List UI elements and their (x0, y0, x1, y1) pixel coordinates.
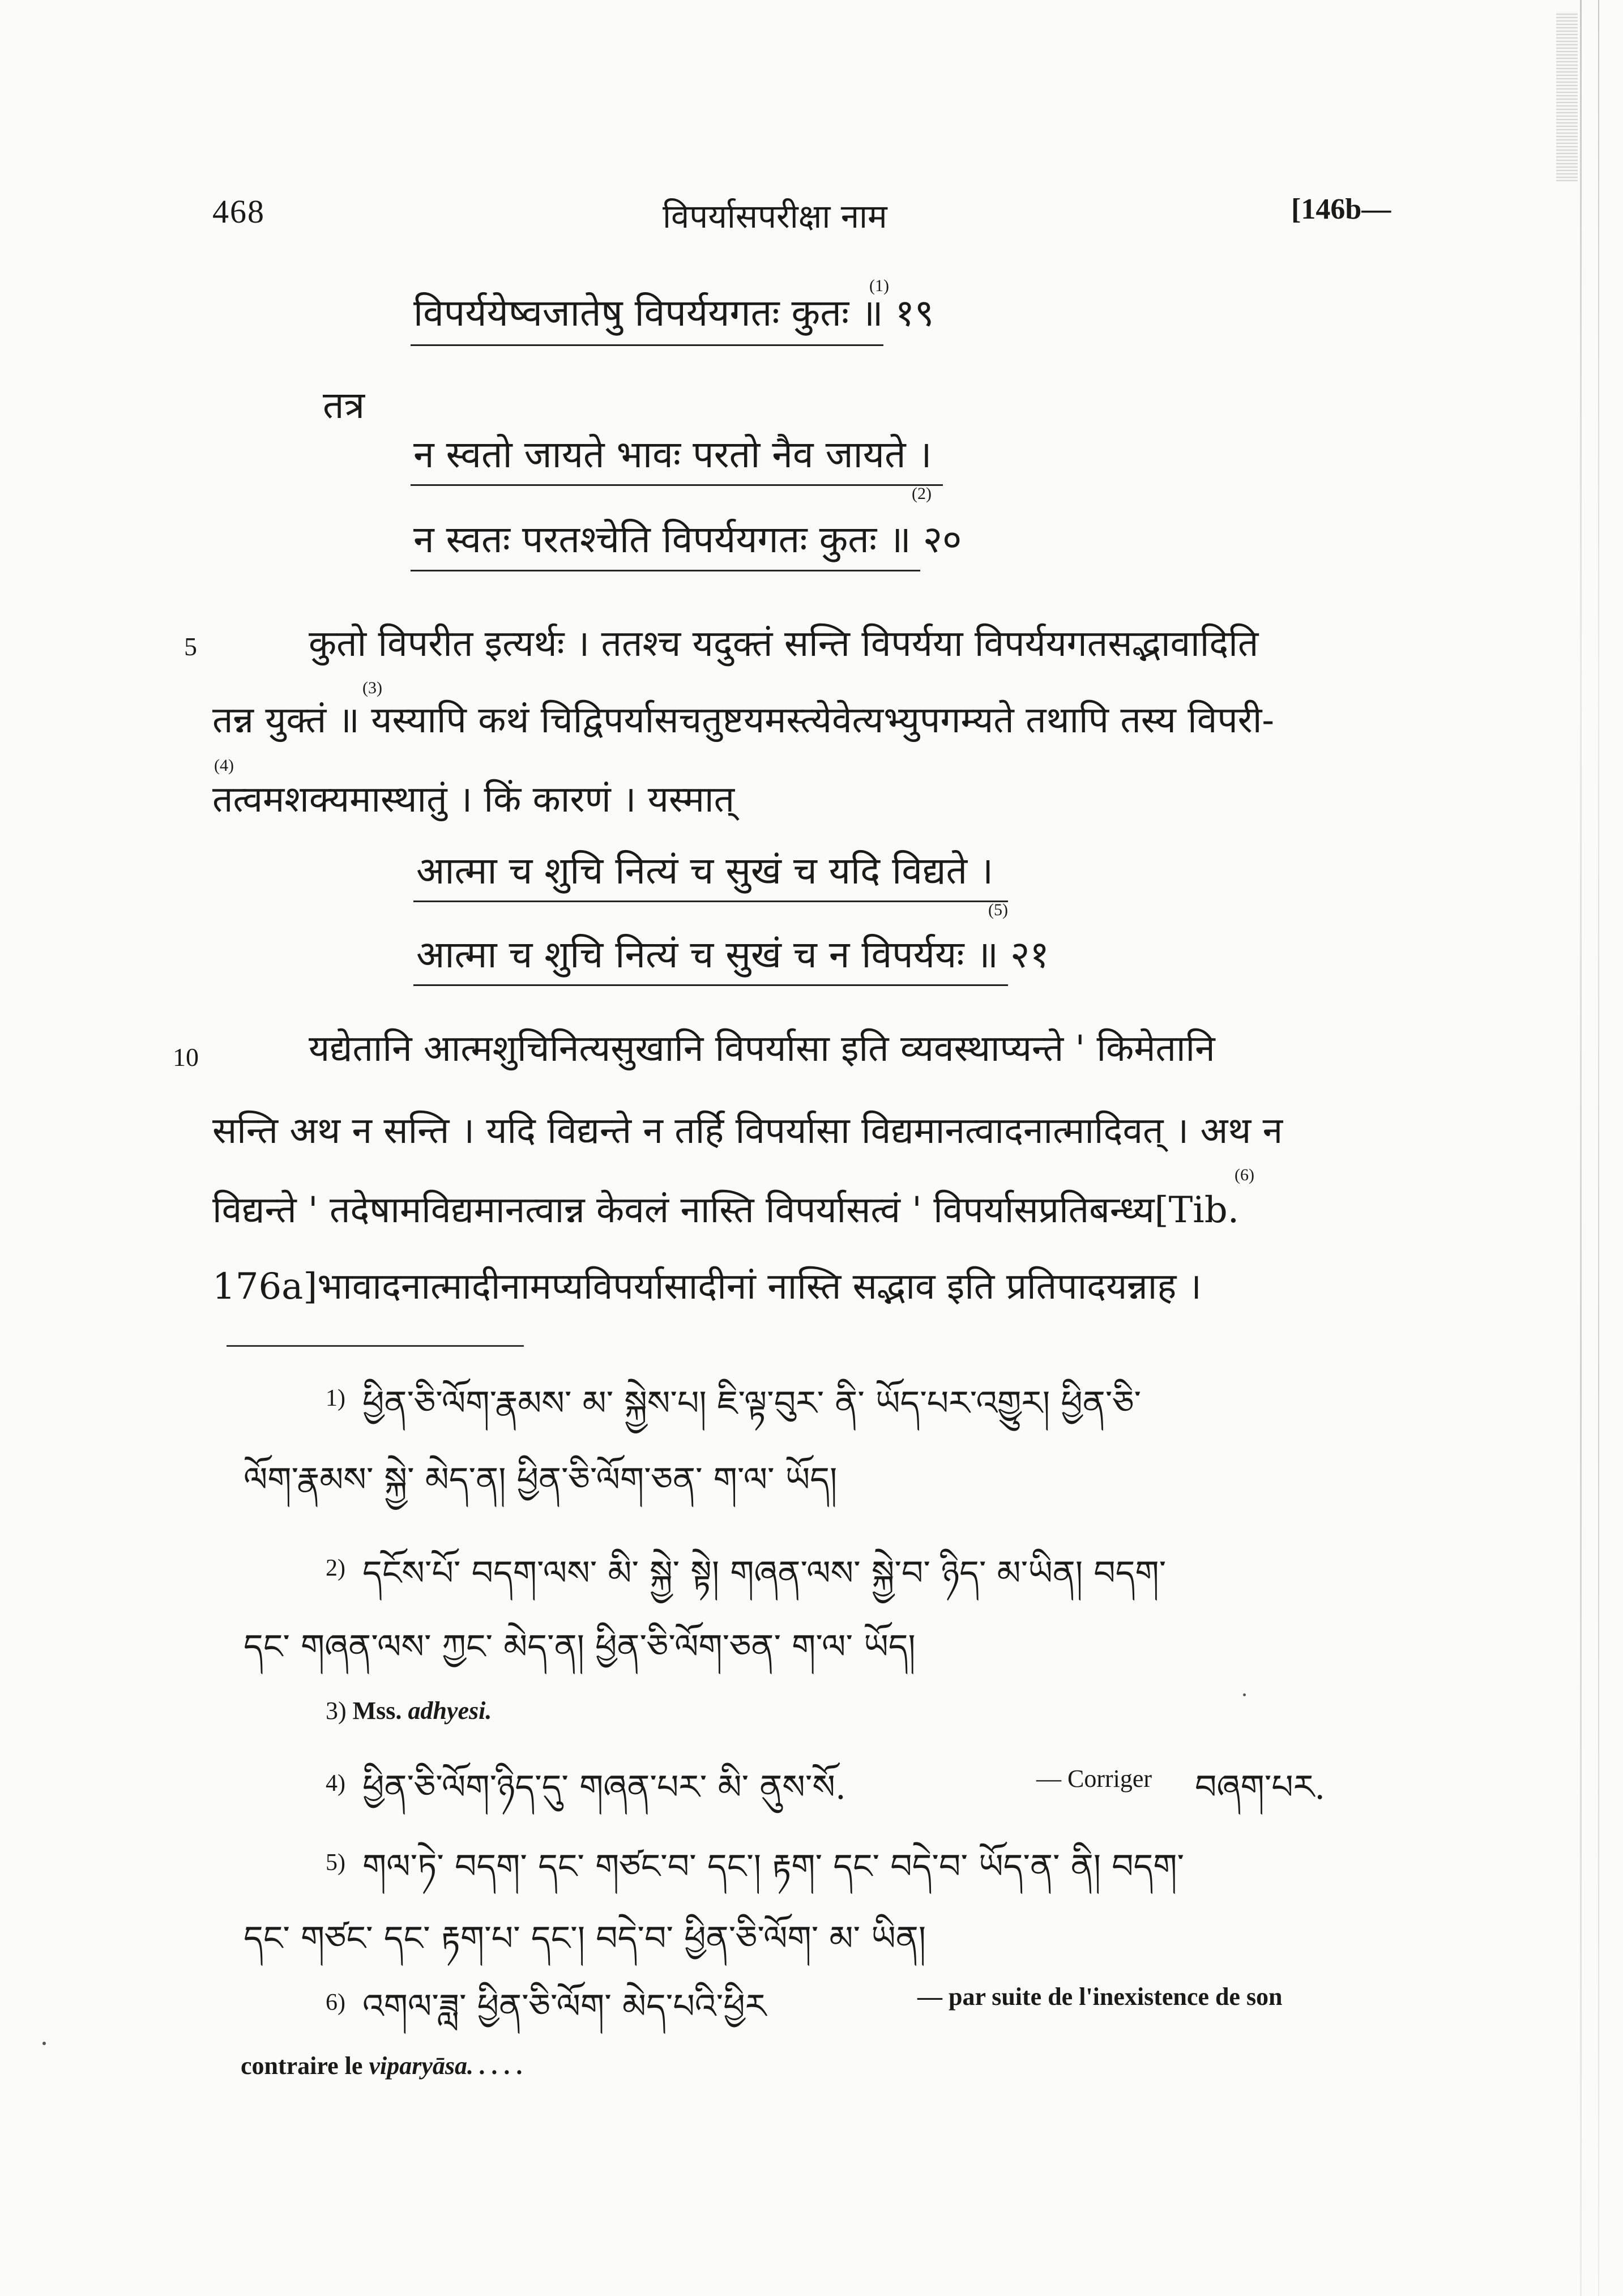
superscript-6: (6) (1235, 1166, 1254, 1184)
footnote-italic-text: viparyāsa. . . . . (369, 2052, 523, 2080)
page-number: 468 (212, 193, 265, 230)
footnote-tibetan-line: འགལ་ཟླ་ ཕྱིན་ཅི་ལོག་ མེད་པའི་ཕྱིར (362, 1987, 767, 2026)
scan-speck (1243, 1693, 1246, 1696)
superscript-5: (5) (988, 901, 1008, 919)
verse-20-line-2: न स्वतः परतश्चेति विपर्ययगतः कुतः ॥ २० (413, 518, 962, 561)
footnote-tibetan-line: བཞག་པར. (1195, 1768, 1326, 1807)
margin-line-number-5: 5 (184, 632, 197, 661)
scan-edge-line (1580, 0, 1582, 2296)
superscript-3: (3) (362, 678, 382, 697)
footnote-number: 5) (326, 1850, 345, 1876)
footnote-tibetan-line: དང་ གཞན་ལས་ ཀྱང་ མེད་ན། ཕྱིན་ཅི་ལོག་ཅན་ ག་ལ་ ཡོད། (244, 1627, 916, 1667)
scan-speck (42, 2042, 46, 2045)
footnote-text: contraire le (241, 2052, 363, 2080)
scan-edge-line (1598, 0, 1599, 2296)
prose-line: तन्न युक्तं ॥ यस्यापि कथं चिद्विपर्यासचतुष्टयमस्त्येवेत्यभ्युपगम्यते तथापि तस्य विपरी- (212, 699, 1275, 741)
verse-underline (413, 984, 1008, 986)
footnote-tibetan-line: ཕྱིན་ཅི་ལོག་ཉིད་དུ་ གཞན་པར་ མི་ ནུས་སོ. (362, 1768, 846, 1807)
footnote-3 (326, 1696, 492, 1725)
footnote-number: 2) (326, 1555, 345, 1581)
scan-edge-noise (1556, 11, 1578, 181)
superscript-1: (1) (869, 276, 889, 295)
footnote-number: 4) (326, 1770, 345, 1796)
footnote-tibetan-line: གལ་ཏེ་ བདག་ དང་ གཙང་བ་ དང་། རྟག་ དང་ བདེ་བ་ ཡོད་ན་ ནི། བདག་ (362, 1847, 1185, 1887)
superscript-2: (2) (912, 484, 932, 503)
verse-19-line-2: विपर्ययेष्वजातेषु विपर्ययगतः कुतः ॥ १९ (413, 291, 934, 335)
folio-reference: [146b— (1291, 193, 1391, 225)
footnote-separator (227, 1345, 524, 1347)
footnote-tibetan-line: དངོས་པོ་ བདག་ལས་ མི་ སྐྱེ་ སྟེ། གཞན་ལས་ སྐྱེ་བ་ ཉིད་ མ་ཡིན། བདག་ (362, 1554, 1167, 1593)
verse-21-line-1: आत्मा च शुचि नित्यं च सुखं च यदि विद्यते । (416, 849, 994, 893)
verse-underline (411, 344, 883, 346)
footnote-italic-text: adhyesi. (408, 1697, 492, 1725)
footnote-6-continuation (241, 2051, 523, 2080)
footnote-number: 6) (326, 1990, 345, 2016)
verse-underline (411, 484, 943, 486)
footnote-tibetan-line: ཕྱིན་ཅི་ལོག་རྣམས་ མ་ སྐྱེས་པ། ཇི་ལྟ་བུར་ ནི་ ཡོད་པར་འགྱུར། ཕྱིན་ཅི་ (362, 1384, 1142, 1423)
verse-underline (411, 570, 920, 571)
footnote-latin-text: — par suite de l'inexistence de son (917, 1983, 1283, 2011)
footnote-number: 3) (326, 1697, 347, 1725)
prose-line: विद्यन्ते ' तदेषामविद्यमानत्वान्न केवलं नास्ति विपर्यासत्वं ' विपर्यासप्रतिबन्ध्य[Tib. (212, 1189, 1240, 1231)
verse-20-line-1: न स्वतो जायते भावः परतो नैव जायते । (413, 433, 932, 476)
margin-line-number-10: 10 (173, 1043, 199, 1072)
prose-line: 176a]भावादनात्मादीनामप्यविपर्यासादीनां नास्ति सद्भाव इति प्रतिपादयन्नाह । (212, 1266, 1202, 1308)
prose-line: सन्ति अथ न सन्ति । यदि विद्यन्ते न तर्हि विपर्यासा विद्यमानत्वादनात्मादिवत् । अथ न (212, 1110, 1283, 1152)
footnote-tibetan-line: དང་ གཙང་ དང་ རྟག་པ་ དང་། བདེ་བ་ ཕྱིན་ཅི་ལོག་ མ་ ཡིན། (244, 1919, 926, 1958)
prose-line: यद्येतानि आत्मशुचिनित्यसुखानि विपर्यासा इति व्यवस्थाप्यन्ते ' किमेतानि (309, 1028, 1215, 1070)
verse-underline (413, 901, 1008, 902)
footnote-number: 1) (326, 1385, 345, 1411)
running-title: विपर्यासपरीक्षा नाम (663, 197, 887, 236)
footnote-text: Mss. (352, 1697, 402, 1725)
footnote-latin-text: — Corriger (1036, 1765, 1152, 1793)
footnote-tibetan-line: ལོག་རྣམས་ སྐྱེ་ མེད་ན། ཕྱིན་ཅི་ལོག་ཅན་ ག་ལ་ ཡོད། (244, 1460, 838, 1500)
prose-line: तत्वमशक्यमास्थातुं । किं कारणं । यस्मात् (212, 779, 735, 821)
verse-21-line-2: आत्मा च शुचि नित्यं च सुखं च न विपर्ययः ॥ २१ (416, 933, 1049, 976)
superscript-4: (4) (214, 756, 234, 775)
prose-line: कुतो विपरीत इत्यर्थः । ततश्च यदुक्तं सन्ति विपर्यया विपर्ययगतसद्भावादिति (309, 623, 1259, 665)
verse-20-intro: तत्र (323, 383, 365, 427)
